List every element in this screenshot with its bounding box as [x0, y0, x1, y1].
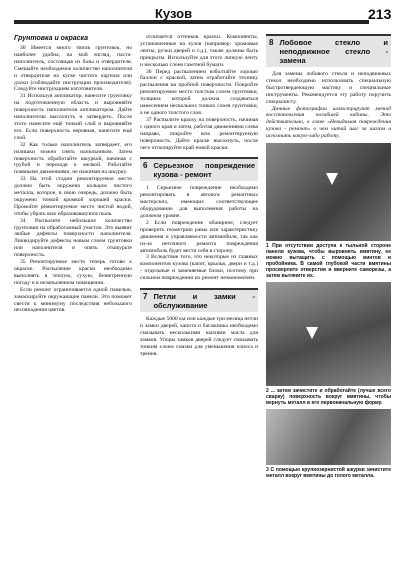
paragraph: Каждые 5000 км или каждые три месяца петли и замки дверей, капота и багажника необходимо смазывать несколькими каплями масла для замков. Упоры замков дверей следует смазывать тонким слоем смазки для уменьшения износа и трения. [140, 316, 258, 357]
section-number: 8 [269, 38, 274, 47]
paragraph: 33 На этой стадии ремонтируемое место должно быть окружено кольцом чистого металла, которое, в свою очередь, должно быть окружено тонкой кромкой хорошей краски. Промойте ремонтируемое место чистой водой, чтобы убрать всю образовавшуюся пыль. [14, 176, 132, 217]
column-2 [140, 34, 258, 358]
page-section-title: Кузов [155, 6, 193, 21]
photo-caption: 1 При отсутствии доступа к тыльной стороне панели кузова, чтобы выровнять вмятину, ее можно вытащить с помощью винтов и пробойника. В самой глубокой части вмятины просверлите отверстия и вверните саморезы, а затем вытяните их. [266, 243, 391, 280]
paragraph: 30 Имеется много типов грунтовок, но наиболее удобна, на мой взгляд, паста-наполнитель, состоящая из базы и отвердителя. Смешайте необходимое количество наполнителя и отвердителя на куске чистого картона или доски (соблюдайте инструкции производителя). Следуйте инструкциям изготовителя. [14, 45, 132, 93]
column-3 [266, 34, 391, 479]
column-1 [14, 34, 132, 314]
section-heading-7 [140, 288, 258, 312]
photo-dent-sanding [266, 282, 391, 386]
photo-caption: 3 С помощью крупнозернистой шкурки зачистите металл вокруг вмятины до голого металла. [266, 467, 391, 480]
paragraph: 3 Вследствие того, что некоторые из главных компонентов кузова (капот, крылья, двери и т.д.) - отдельные и заменяемые блоки, поэтому при сильном повреждении их ремонт неэкономичен. [140, 254, 258, 282]
arrow-icon [326, 173, 338, 185]
paragraph: Для замены лобового стекла и неподвижных стекол необходимо использовать специальную быстротвердеющую мастику и специальные инструменты. Рекомендуется эту работу поручить специалисту. [266, 71, 391, 105]
section-heading-6 [140, 157, 258, 181]
paragraph: 1 Серьезное повреждение необходимо ремонтировать в автоnow ремонтных мастерских, имеющих соответствующее оборудование для выполнения работы на должном уровне. [140, 185, 258, 220]
paragraph: Если ремонт ограничивается одной панелью, замаскируйте окружающие панели. Это поможет свести к минимуму последствия небольшого несовпадения цветов. [14, 286, 132, 314]
paragraph: 36 Перед распылением взболтайте хорошо баллон с краской, затем отработайте технику распыления на пробной поверхности. Покройте ремонтируемое место толстым слоем грунтовки, толщина которой должна создаваться нанесением нескольких тонких слоев грунтовки, а не одного толстого слоя. [140, 68, 258, 116]
paragraph: 2 Если повреждение обширное, следует проверить геометрию рамы или характеристику движения и управляемости автомобиля, так как из-за неточного ремонта повреждения автомобиль будет вести себя в сторону. [140, 219, 258, 254]
paragraph: 37 Распылите краску на поверхность, начиная с одного края и затем, работая движениями слева направо, покройте всю ремонтируемую поверхность. Дайте краске высохнуть, после чего отполируйте край новой краски. [140, 116, 258, 151]
paragraph: 31 Используя аппликатор, нанесите грунтовку на подготовленную область и выровняйте поверхность наполнителя аппликатором. Дайте наполнителю высохнуть и затвердеть. После этого нанесите ещё тонкий слой и выровняйте его. Если поверхность неровная, нанесите ещё слой. [14, 93, 132, 141]
section-number: 7 [143, 292, 148, 302]
section-heading-8 [266, 34, 391, 67]
paragraph: 35 Ремонтируемое место теперь готово к окраске. Распыление краски необходимо выполнять в теплую, сухую, безветренную погоду и в незапыленном помещении. [14, 259, 132, 286]
paragraph: 32 Как только наполнитель затвердеет, его излишки можно снять напильником. Затем поверхность обработайте шкуркой, начиная с грубой и переходя к мелкой. Работайте плавными движениями, не нажимая на шкурку. [14, 141, 132, 176]
paragraph: отличается оттенков краски. Компоненты, установленные на кузов (например: хромовые ленты, ручки дверей и т.д.), также должны быть прикрыты. Используйте для этого липкую ленту и несколько слоев газетной бумаги. [140, 34, 258, 68]
section-number: 6 [143, 161, 148, 171]
section-title: Серьезное повреждение кузова - ремонт [153, 161, 255, 180]
photo-caption: 2 ... затем зачистите и обработайте (лучше всего сварку) поверхность вокруг вмятины, чтобы вернуть металл в его первоначальную форму. [266, 388, 391, 407]
paragraph: 34 Распылите небольшое количество грунтовки на обработанный участок. Это выявит любые дефекты поверхности наполнителя. Ликвидируйте дефекты новым слоем грунтовки или наполнителя и опять отшкурьте поверхность. [14, 217, 132, 259]
section-title: Лобовое стекло и неподвижное стекло - замена [279, 38, 388, 65]
arrow-icon [306, 327, 318, 339]
subheading-primer-paint: Грунтовка и окраска [14, 35, 89, 42]
page-header [0, 0, 403, 30]
page-number: 213 [368, 6, 392, 22]
section-title: Петли и замки - обслуживание [153, 292, 255, 311]
paragraph: Данные фотографии иллюстрируют метод восстановления погибшей кабины. Это действительно, в главе «Невидимая повреждения кузова - ремонт» о чем читай шаг за шагом и исполнить какую-либо работу. [266, 105, 391, 140]
photo-coarse-sanding [266, 409, 391, 465]
photo-dent-screws [266, 143, 391, 241]
